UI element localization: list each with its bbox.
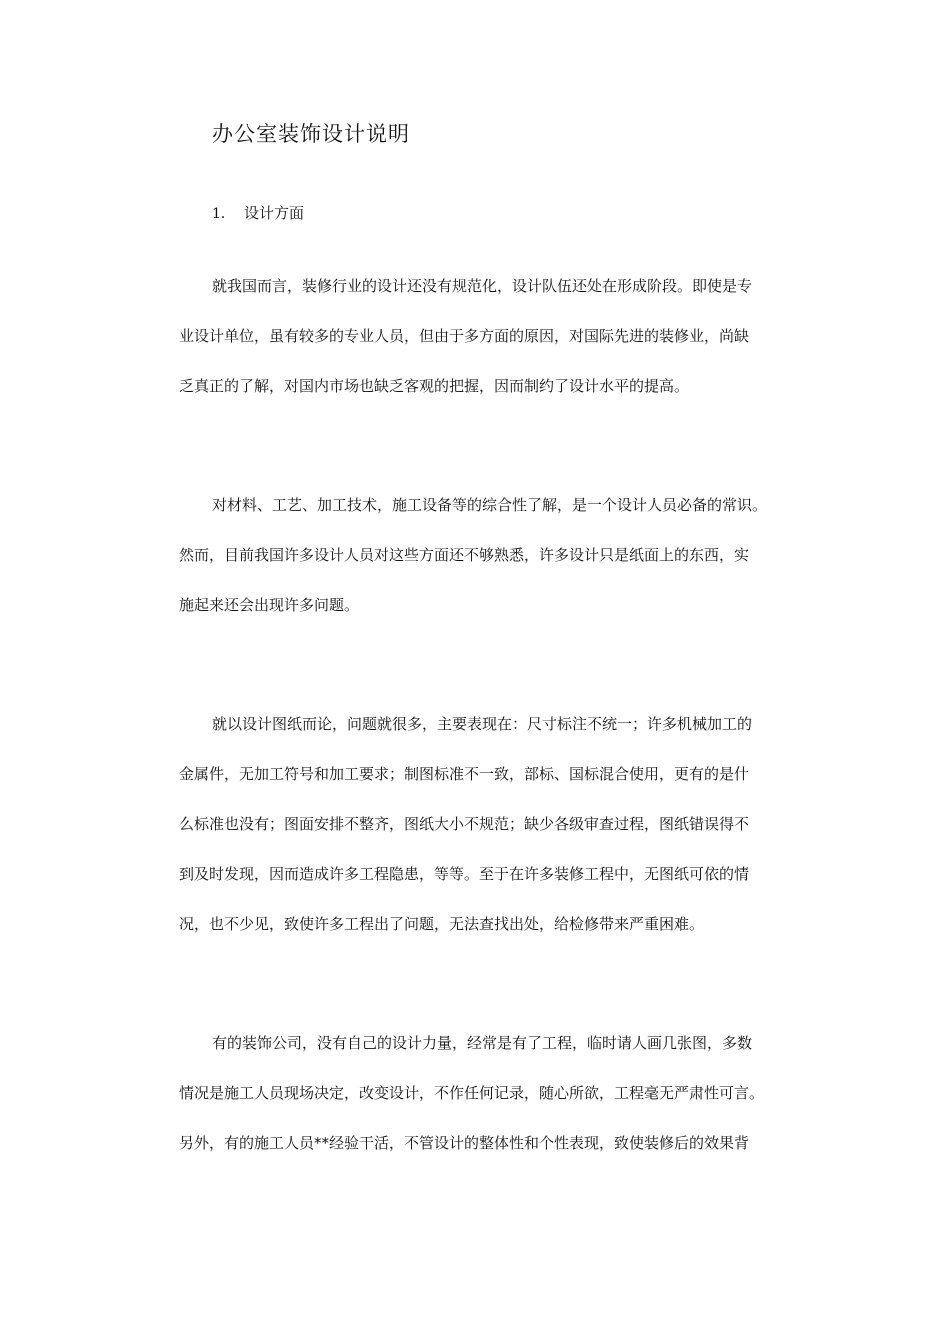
paragraph-2-line-3: 施起来还会出现许多问题。 — [179, 596, 360, 614]
paragraph-3-line-1: 就以设计图纸而论，问题就很多，主要表现在：尺寸标注不统一；许多机械加工的 — [212, 715, 753, 733]
paragraph-3-line-4: 到及时发现，因而造成许多工程隐患，等等。至于在许多装修工程中，无图纸可依的情 — [179, 865, 750, 883]
paragraph-3-line-3: 么标准也没有；图面安排不整齐，图纸大小不规范；缺少各级审查过程，图纸错误得不 — [179, 815, 750, 833]
paragraph-3-line-2: 金属件，无加工符号和加工要求；制图标准不一致，部标、国标混合使用，更有的是什 — [179, 765, 750, 783]
paragraph-3-line-5: 况，也不少见，致使许多工程出了问题，无法查找出处，给检修带来严重困难。 — [179, 915, 705, 933]
paragraph-1-line-2: 业设计单位，虽有较多的专业人员，但由于多方面的原因，对国际先进的装修业，尚缺 — [179, 327, 750, 345]
paragraph-4-line-2: 情况是施工人员现场决定，改变设计，不作任何记录，随心所欲，工程毫无严肃性可言。 — [179, 1084, 765, 1102]
section-heading — [212, 202, 304, 223]
paragraph-2-line-1: 对材料、工艺、加工技术，施工设备等的综合性了解，是一个设计人员必备的常识。 — [212, 496, 768, 514]
paragraph-1-line-3: 乏真正的了解，对国内市场也缺乏客观的把握，因而制约了设计水平的提高。 — [179, 377, 690, 395]
section-number: 1． — [212, 206, 235, 222]
paragraph-1-line-1: 就我国而言，装修行业的设计还没有规范化，设计队伍还处在形成阶段。即使是专 — [212, 277, 753, 295]
paragraph-4-line-1: 有的装饰公司，没有自己的设计力量，经常是有了工程，临时请人画几张图，多数 — [212, 1034, 753, 1052]
paragraph-2-line-2: 然而，目前我国许多设计人员对这些方面还不够熟悉，许多设计只是纸面上的东西，实 — [179, 546, 750, 564]
section-heading-text: 设计方面 — [244, 204, 305, 222]
paragraph-4-line-3: 另外，有的施工人员**经验干活，不管设计的整体性和个性表现，致使装修后的效果背 — [179, 1134, 750, 1152]
document-title: 办公室装饰设计说明 — [212, 122, 410, 146]
